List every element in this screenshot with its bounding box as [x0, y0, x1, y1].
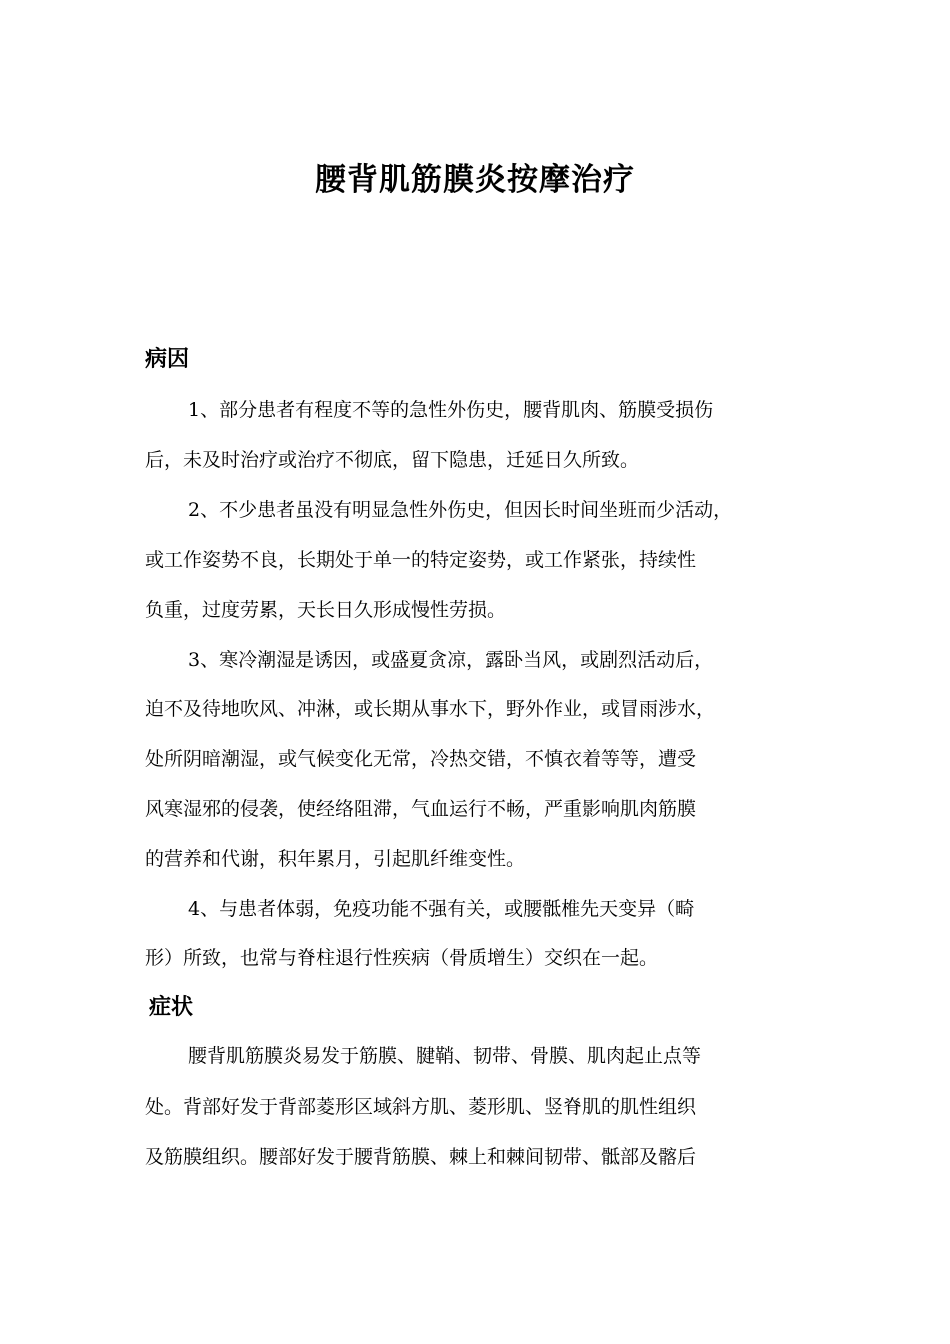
- paragraph-line: 处所阴暗潮湿，或气候变化无常，冷热交错，不慎衣着等等，遭受: [145, 748, 697, 770]
- document-title: 腰背肌筋膜炎按摩治疗: [315, 162, 635, 198]
- paragraph-line: 及筋膜组织。腰部好发于腰背筋膜、棘上和棘间韧带、骶部及髂后: [145, 1146, 697, 1168]
- paragraph-line: 后，未及时治疗或治疗不彻底，留下隐患，迁延日久所致。: [145, 449, 640, 471]
- section-heading-cause: 病因: [145, 346, 190, 372]
- paragraph-line: 4、与患者体弱，免疫功能不强有关，或腰骶椎先天变异（畸: [188, 898, 695, 920]
- paragraph-line: 或工作姿势不良，长期处于单一的特定姿势，或工作紧张，持续性: [145, 549, 697, 571]
- paragraph-line: 形）所致，也常与脊柱退行性疾病（骨质增生）交织在一起。: [145, 947, 659, 969]
- paragraph-line: 3、寒冷潮湿是诱因，或盛夏贪凉，露卧当风，或剧烈活动后，: [188, 649, 714, 671]
- paragraph-line: 处。背部好发于背部菱形区域斜方肌、菱形肌、竖脊肌的肌性组织: [145, 1096, 697, 1118]
- paragraph-line: 1、部分患者有程度不等的急性外伤史，腰背肌肉、筋膜受损伤: [188, 399, 714, 421]
- paragraph-line: 腰背肌筋膜炎易发于筋膜、腱鞘、韧带、骨膜、肌肉起止点等: [188, 1045, 702, 1067]
- section-heading-symptoms: 症状: [149, 994, 194, 1020]
- paragraph-line: 负重，过度劳累，天长日久形成慢性劳损。: [145, 599, 507, 621]
- paragraph-line: 2、不少患者虽没有明显急性外伤史，但因长时间坐班而少活动，: [188, 499, 733, 521]
- paragraph-line: 风寒湿邪的侵袭，使经络阻滞，气血运行不畅，严重影响肌肉筋膜: [145, 798, 697, 820]
- paragraph-line: 的营养和代谢，积年累月，引起肌纤维变性。: [145, 848, 526, 870]
- paragraph-line: 迫不及待地吹风、冲淋，或长期从事水下，野外作业，或冒雨涉水，: [145, 698, 716, 720]
